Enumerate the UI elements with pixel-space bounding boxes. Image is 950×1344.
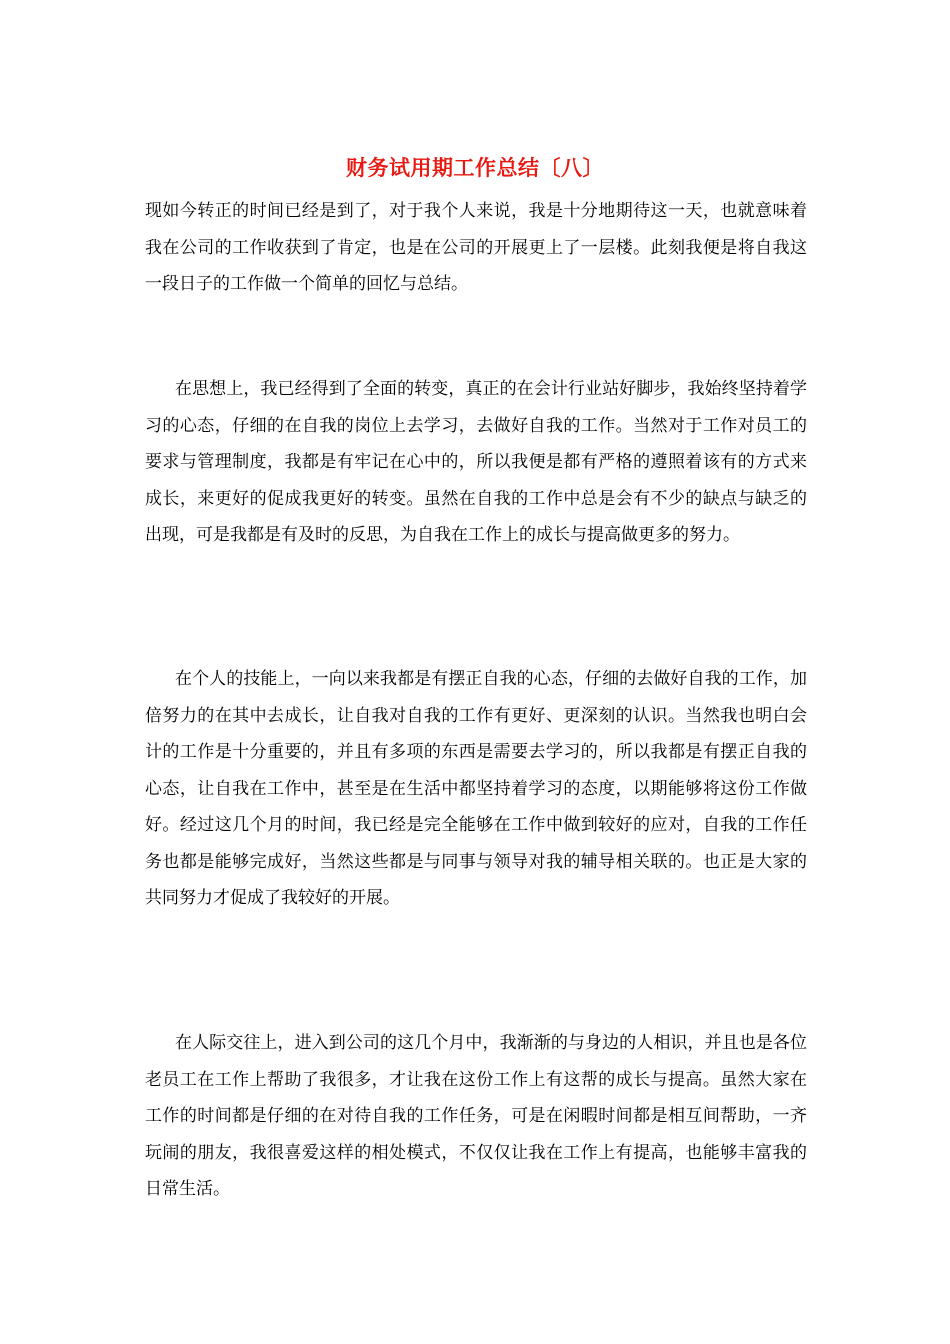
paragraph-skills: 在个人的技能上，一向以来我都是有摆正自我的心态，仔细的去做好自我的工作，加倍努力的在其中去成长，让自我对自我的工作有更好、更深刻的认识。当然我也明白会计的工作是十分重要的，并且有多项的东西是需要去学习的，所以我都是有摆正自我的心态，让自我在工作中，甚至是在生活中都坚持着学习的态度，以期能够将这份工作做好。经过这几个月的时间，我已经是完全能够在工作中做到较好的应对，自我的工作任务也都是能够完成好，当然这些都是与同事与领导对我的辅导相关联的。也正是大家的共同努力才促成了我较好的开展。 [145, 669, 807, 908]
paragraph-thinking: 在思想上，我已经得到了全面的转变，真正的在会计行业站好脚步，我始终坚持着学习的心态，仔细的在自我的岗位上去学习，去做好自我的工作。当然对于工作对员工的要求与管理制度，我都是有牢记在心中的，所以我便是都有严格的遵照着该有的方式来成长，来更好的促成我更好的转变。虽然在自我的工作中总是会有不少的缺点与缺乏的出现，可是我都是有及时的反思，为自我在工作上的成长与提高做更多的努力。 [145, 379, 807, 545]
document-title: 财务试用期工作总结〔八〕 [346, 155, 604, 180]
paragraph-intro: 现如今转正的时间已经是到了，对于我个人来说，我是十分地期待这一天，也就意味着我在公司的工作收获到了肯定，也是在公司的开展更上了一层楼。此刻我便是将自我这一段日子的工作做一个简单的回忆与总结。 [145, 201, 807, 294]
paragraph-interpersonal: 在人际交往上，进入到公司的这几个月中，我渐渐的与身边的人相识，并且也是各位老员工在工作上帮助了我很多，才让我在这份工作上有这帮的成长与提高。虽然大家在工作的时间都是仔细的在对待自我的工作任务，可是在闲暇时间都是相互间帮助，一齐玩闹的朋友，我很喜爱这样的相处模式，不仅仅让我在工作上有提高，也能够丰富我的日常生活。 [145, 1033, 807, 1199]
